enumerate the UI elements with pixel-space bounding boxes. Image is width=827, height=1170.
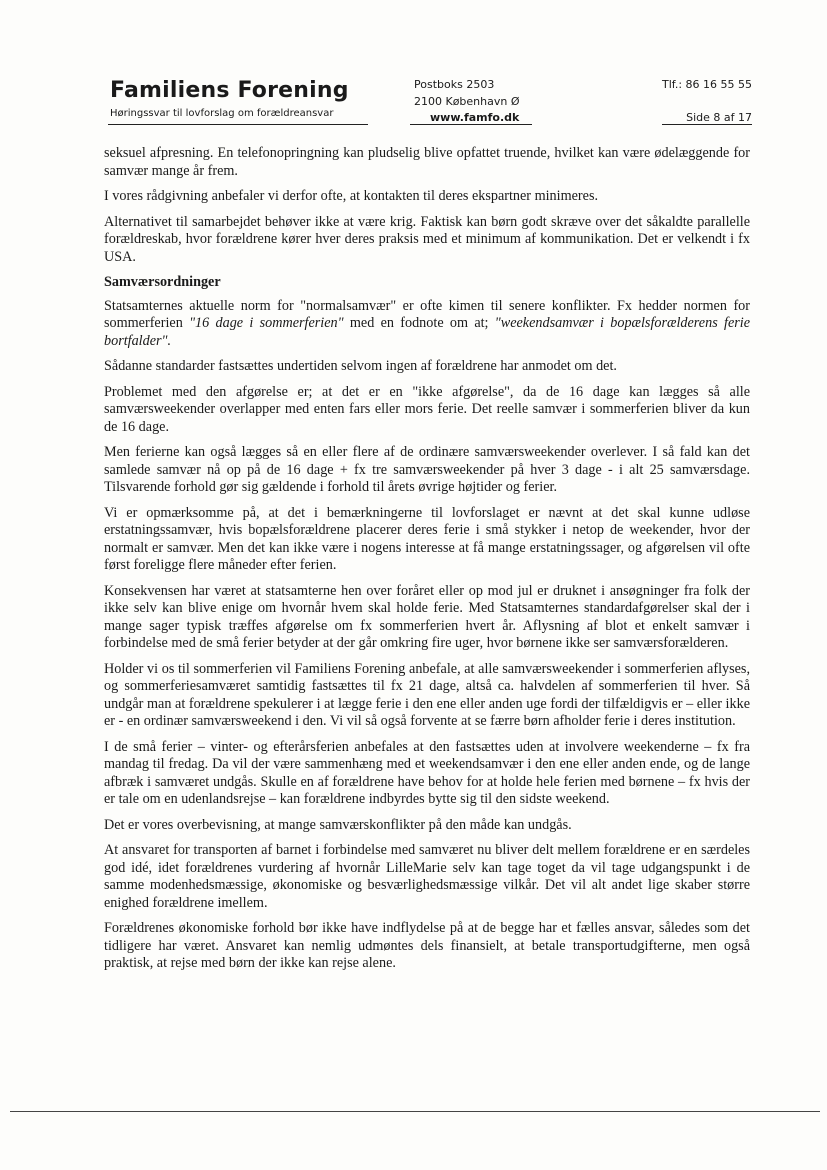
header-rule: [108, 124, 368, 125]
paragraph: Alternativet til samarbejdet behøver ikke at være krig. Faktisk kan børn godt skræve over det såkaldte parallelle forældreskab, hvor forældrene kører hver deres praksis med et minimum af kommunikation. Det er velkendt i fx USA.: [104, 213, 750, 265]
paragraph: Det er vores overbevisning, at mange samværskonflikter på den måde kan undgås.: [104, 816, 572, 833]
website-link[interactable]: www.famfo.dk: [430, 111, 520, 124]
footer-rule: [10, 1111, 820, 1112]
text-run: med en fodnote om at;: [343, 315, 495, 331]
quote-italic: "weekendsamvær i bopælsforælderens ferie bortfalder".: [104, 315, 751, 349]
paragraph: Forældrenes økonomiske forhold bør ikke have indflydelse på at de begge har et fælles ansvar, således som det tidligere har været. Ansvaret kan nemlig udmøntes dels finansielt, at betale transportudgifterne, men også praktisk, at rejse med børn der ikke kan rejse alene.: [104, 920, 750, 971]
paragraph: At ansvaret for transporten af barnet i forbindelse med samværet nu bliver delt mellem forældrene er en særdeles god idé, idet forældrenes vurdering af hvornår LilleMarie selv kan tage toget da vil tage udgangspunkt i de samme modenhedsmæssige, økonomiske og besværlighedsmæssige vilkår. Det vil alt andet lige skaber større enighed forældrene imellem.: [104, 842, 750, 911]
header-rule: [410, 124, 532, 125]
address-line-1: Postboks 2503: [414, 78, 495, 91]
document-subtitle: Høringssvar til lovforslag om forældreansvar: [110, 108, 334, 119]
header-rule: [662, 124, 752, 125]
paragraph: Konsekvensen har været at statsamterne hen over foråret eller op mod jul er druknet i ansøgninger fra folk der ikke selv kan blive enige om hvornår hvem skal holde ferie. Med Statsamternes standardafgørelser skal der i mange sager typisk træffes afgørelse om fx sommerferien hvert år. Aflysning af blot et enkelt samvær i forbindelse med de små ferier betyder at der går omkring fire uger, hvor børnene ikke ser samværsforælderen.: [104, 582, 750, 651]
paragraph: [104, 298, 750, 351]
paragraph: Holder vi os til sommerferien vil Familiens Forening anbefale, at alle samværsweekender i sommerferien aflyses, og sommerferiesamværet samtidig fastsættes til fx 21 dage, altså ca. halvdelen af sommerferien til hver. Så undgår man at forældrene spekulerer i at lægge ferie i den ene eller anden uge fordi der tilfældigvis er – eller ikke er - en ordinær samværsweekend i den. Vi vil så også forvente at se færre børn afholder ferie i deres institution.: [104, 660, 750, 729]
paragraph: Problemet med den afgørelse er; at det er en "ikke afgørelse", da de 16 dage kan lægges så alle samværsweekender overlapper med enten fars eller mors ferie. Det reelle samvær i sommerferien bliver da kun de 16 dage.: [104, 383, 750, 435]
section-heading: Samværsordninger: [104, 274, 221, 290]
quote-italic: "16 dage i sommerferien": [189, 315, 344, 331]
paragraph: seksuel afpresning. En telefonopringning kan pludselig blive opfattet truende, hvilket kan være ødelæggende for samvær mange år frem.: [104, 145, 750, 179]
phone-number: Tlf.: 86 16 55 55: [661, 78, 752, 91]
letterhead: [108, 74, 752, 126]
page-number: Side 8 af 17: [686, 111, 752, 124]
paragraph: Vi er opmærksomme på, at det i bemærkningerne til lovforslaget er nævnt at det skal kunne udløse erstatningssamvær, hvis bopælsforældrene placerer deres ferie i små stykker i netop de weekender, hvor der normalt er samvær. Men det kan ikke være i nogens interesse at få mange erstatningssager, og afgørelsen vil ofte først foreligge flere måneder efter ferien.: [104, 504, 750, 573]
paragraph: Men ferierne kan også lægges så en eller flere af de ordinære samværsweekender overlever. I så fald kan det samlede samvær nå op på de 16 dage + fx tre samværsweekender på hver 3 dage - i alt 25 samværsdage. Tilsvarende forhold gør sig gældende i forhold til årets øvrige højtider og ferier.: [104, 444, 750, 495]
organization-name: Familiens Forening: [110, 78, 349, 103]
address-line-2: 2100 København Ø: [414, 95, 520, 108]
document-body: [104, 145, 750, 981]
paragraph: Sådanne standarder fastsættes undertiden selvom ingen af forældrene har anmodet om det.: [104, 358, 617, 374]
paragraph: I de små ferier – vinter- og efterårsferien anbefales at den fastsættes uden at involvere weekenderne – fx fra mandag til fredag. Da vil der være sammenhæng med et weekendsamvær i den ene eller anden ende, og de lange afbræk i samværet undgås. Skulle en af forældrene have behov for at holde hele ferien med børnene – fx hvis der er tale om en udenlandsrejse – kan forældrene indbyrdes bytte sig til den sidste weekend.: [104, 738, 750, 807]
text-run: Statsamternes aktuelle norm for "normalsamvær" er ofte kimen til senere konflikter. Fx hedder normen for sommerferien: [104, 297, 750, 331]
paragraph: I vores rådgivning anbefaler vi derfor ofte, at kontakten til deres ekspartner minimeres.: [104, 188, 599, 204]
